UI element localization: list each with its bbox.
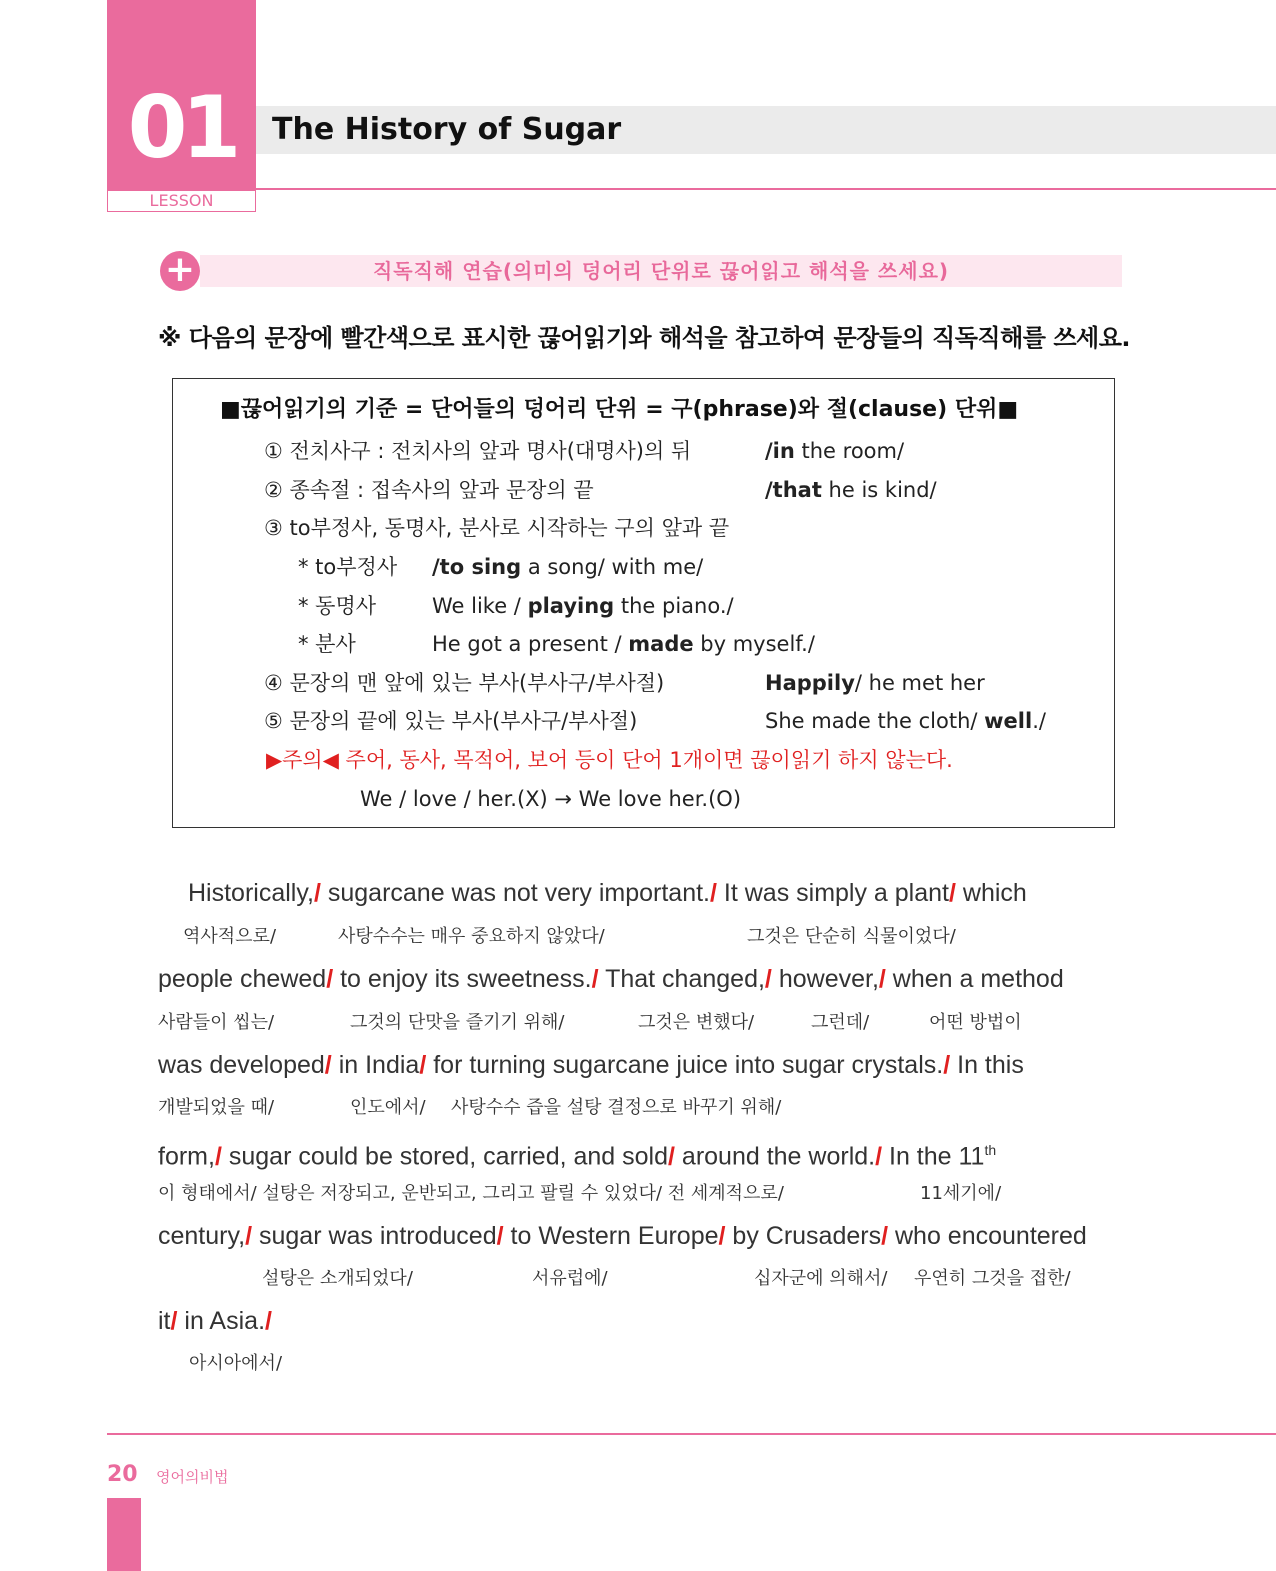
lesson-label: LESSON <box>107 190 256 212</box>
translation: 그런데/ <box>811 1012 870 1033</box>
phrase: for turning sugarcane juice into sugar crystals. <box>433 1051 944 1079</box>
slash-mark: / <box>878 965 886 993</box>
slash-mark: / <box>265 1307 272 1335</box>
slash-mark: / <box>170 1307 178 1335</box>
translation: 어떤 방법이 <box>929 1012 1022 1033</box>
slash-mark: / <box>881 1222 889 1250</box>
translation: 그것의 단맛을 즐기기 위해/ <box>350 1012 565 1033</box>
phrase: in India <box>338 1051 420 1079</box>
slash-mark: / <box>943 1051 951 1079</box>
rule-3-label: ③ to부정사, 동명사, 분사로 시작하는 구의 앞과 끝 <box>264 516 730 540</box>
footer-divider <box>107 1433 1276 1435</box>
slash-mark: / <box>949 879 956 907</box>
instruction-text: ※ 다음의 문장에 빨간색으로 표시한 끊어읽기와 해석을 참고하여 문장들의 직독직해를 쓰세요. <box>158 324 1130 352</box>
slash-mark: / <box>326 965 334 993</box>
footer-tab <box>107 1498 141 1571</box>
phrase: In this <box>957 1051 1024 1079</box>
rule-1-example <box>765 437 904 465</box>
rule-1-ex-bold: /in <box>765 439 795 463</box>
translation: 이 형태에서/ 설탕은 저장되고, 운반되고, 그리고 팔릴 수 있었다/ 전 세계적으로/ <box>158 1183 784 1204</box>
passage-line-1 <box>188 878 1027 908</box>
phrase: Historically, <box>188 879 314 907</box>
rule-3c-label: * 분사 <box>298 632 356 656</box>
header-divider <box>256 188 1276 190</box>
rule-3c-ex-bold: made <box>628 632 694 656</box>
rule-3c-ex-rest: by myself./ <box>693 632 815 656</box>
rule-4-ex-bold: Happily <box>765 671 855 695</box>
slash-mark: / <box>324 1051 332 1079</box>
lesson-number: 01 <box>127 78 236 178</box>
rule-4-example <box>765 669 985 697</box>
rule-5-example <box>765 707 1046 735</box>
slash-mark: / <box>313 879 321 907</box>
phrase: sugarcane was not very important. <box>327 879 710 907</box>
phrase: who encountered <box>895 1222 1087 1250</box>
translation: 그것은 단순히 식물이었다/ <box>747 926 956 947</box>
book-title: 영어의비법 <box>156 1468 229 1486</box>
rule-note-example: We / love / her.(X) → We love her.(O) <box>360 787 742 811</box>
phrase: when a method <box>892 965 1064 993</box>
translation: 개발되었을 때/ <box>158 1097 275 1118</box>
superscript-th: th <box>984 1142 997 1158</box>
phrase: people chewed <box>158 965 327 993</box>
slash-mark: / <box>419 1051 427 1079</box>
rule-3b-ex-pre: We like / <box>432 594 528 618</box>
rule-2-ex-bold: /that <box>765 478 822 502</box>
rule-3a-example <box>432 553 703 581</box>
rule-3b-example <box>432 592 734 620</box>
translation: 11세기에/ <box>920 1183 1002 1204</box>
page-number: 20 <box>107 1462 138 1487</box>
slash-mark: / <box>710 879 717 907</box>
translation: 서유럽에/ <box>532 1268 608 1289</box>
rule-3c-ex-pre: He got a present / <box>432 632 629 656</box>
translation: 설탕은 소개되었다/ <box>262 1268 413 1289</box>
slash-mark: / <box>591 965 599 993</box>
translation: 인도에서/ <box>350 1097 426 1118</box>
rules-title: ■끊어읽기의 기준 = 단어들의 덩어리 단위 = 구(phrase)와 절(clause) 단위■ <box>220 397 1019 422</box>
rule-4-label: ④ 문장의 맨 앞에 있는 부사(부사구/부사절) <box>264 671 665 695</box>
rule-3b-label: * 동명사 <box>298 594 377 618</box>
rule-4-ex-rest: / he met her <box>854 671 985 695</box>
rule-3a-ex-bold: /to sing <box>432 555 522 579</box>
banner-text: 직독직해 연습(의미의 덩어리 단위로 끊어읽고 해석을 쓰세요) <box>372 259 950 283</box>
phrase: around the world. <box>681 1142 876 1171</box>
rule-5-ex-bold: well <box>984 709 1033 733</box>
passage-line-4 <box>158 1135 996 1171</box>
translation: 사탕수수는 매우 중요하지 않았다/ <box>338 926 605 947</box>
phrase: to enjoy its sweetness. <box>340 965 592 993</box>
translation: 그것은 변했다/ <box>638 1012 755 1033</box>
translation: 사탕수수 즙을 설탕 결정으로 바꾸기 위해/ <box>451 1097 782 1118</box>
passage-line-3 <box>158 1050 1024 1080</box>
slash-mark: / <box>718 1222 726 1250</box>
phrase: sugar could be stored, carried, and sold <box>228 1142 669 1171</box>
translation: 십자군에 의해서/ <box>754 1268 888 1289</box>
rule-3a-label: * to부정사 <box>298 555 398 579</box>
passage-line-2 <box>158 964 1064 994</box>
phrase: in Asia. <box>184 1307 266 1335</box>
passage-line-5 <box>158 1221 1087 1251</box>
rule-2-ex-rest: he is kind/ <box>821 478 937 502</box>
slash-mark: / <box>764 965 772 993</box>
phrase: form, <box>158 1142 215 1171</box>
slash-mark: / <box>496 1222 504 1250</box>
plus-icon: + <box>160 251 200 291</box>
slash-mark: / <box>875 1142 883 1171</box>
rule-1-ex-rest: the room/ <box>794 439 905 463</box>
phrase: It was simply a plant <box>723 879 949 907</box>
translation: 우연히 그것을 접한/ <box>914 1268 1071 1289</box>
phrase: was developed <box>158 1051 325 1079</box>
slash-mark: / <box>214 1142 222 1171</box>
rule-5-label: ⑤ 문장의 끝에 있는 부사(부사구/부사절) <box>264 709 638 733</box>
rule-5-ex-rest: ./ <box>1032 709 1046 733</box>
rule-5-ex-pre: She made the cloth/ <box>765 709 985 733</box>
translation: 사람들이 씹는/ <box>158 1012 275 1033</box>
rule-3b-ex-bold: playing <box>527 594 615 618</box>
phrase: century, <box>158 1222 246 1250</box>
phrase: to Western Europe <box>510 1222 719 1250</box>
rule-3c-example <box>432 630 815 658</box>
rule-note: ▶주의◀ 주어, 동사, 목적어, 보어 등이 단어 1개이면 끊이읽기 하지 않는다. <box>266 748 953 772</box>
phrase: it <box>158 1307 171 1335</box>
translation: 역사적으로/ <box>183 926 277 947</box>
rule-3b-ex-rest: the piano./ <box>614 594 734 618</box>
phrase: by Crusaders <box>732 1222 882 1250</box>
phrase: In the 11 <box>889 1142 985 1171</box>
rule-1-label: ① 전치사구 : 전치사의 앞과 명사(대명사)의 뒤 <box>264 439 692 463</box>
slash-mark: / <box>245 1222 253 1250</box>
page-title: The History of Sugar <box>272 112 622 147</box>
phrase: sugar was introduced <box>258 1222 497 1250</box>
slash-mark: / <box>668 1142 675 1171</box>
rule-3a-ex-rest: a song/ with me/ <box>521 555 704 579</box>
phrase: That changed, <box>605 965 765 993</box>
translation: 아시아에서/ <box>189 1353 283 1374</box>
rule-2-label: ② 종속절 : 접속사의 앞과 문장의 끝 <box>264 478 594 502</box>
rule-2-example <box>765 476 937 504</box>
phrase: which <box>962 879 1027 907</box>
passage-line-6 <box>158 1306 272 1336</box>
phrase: however, <box>778 965 879 993</box>
